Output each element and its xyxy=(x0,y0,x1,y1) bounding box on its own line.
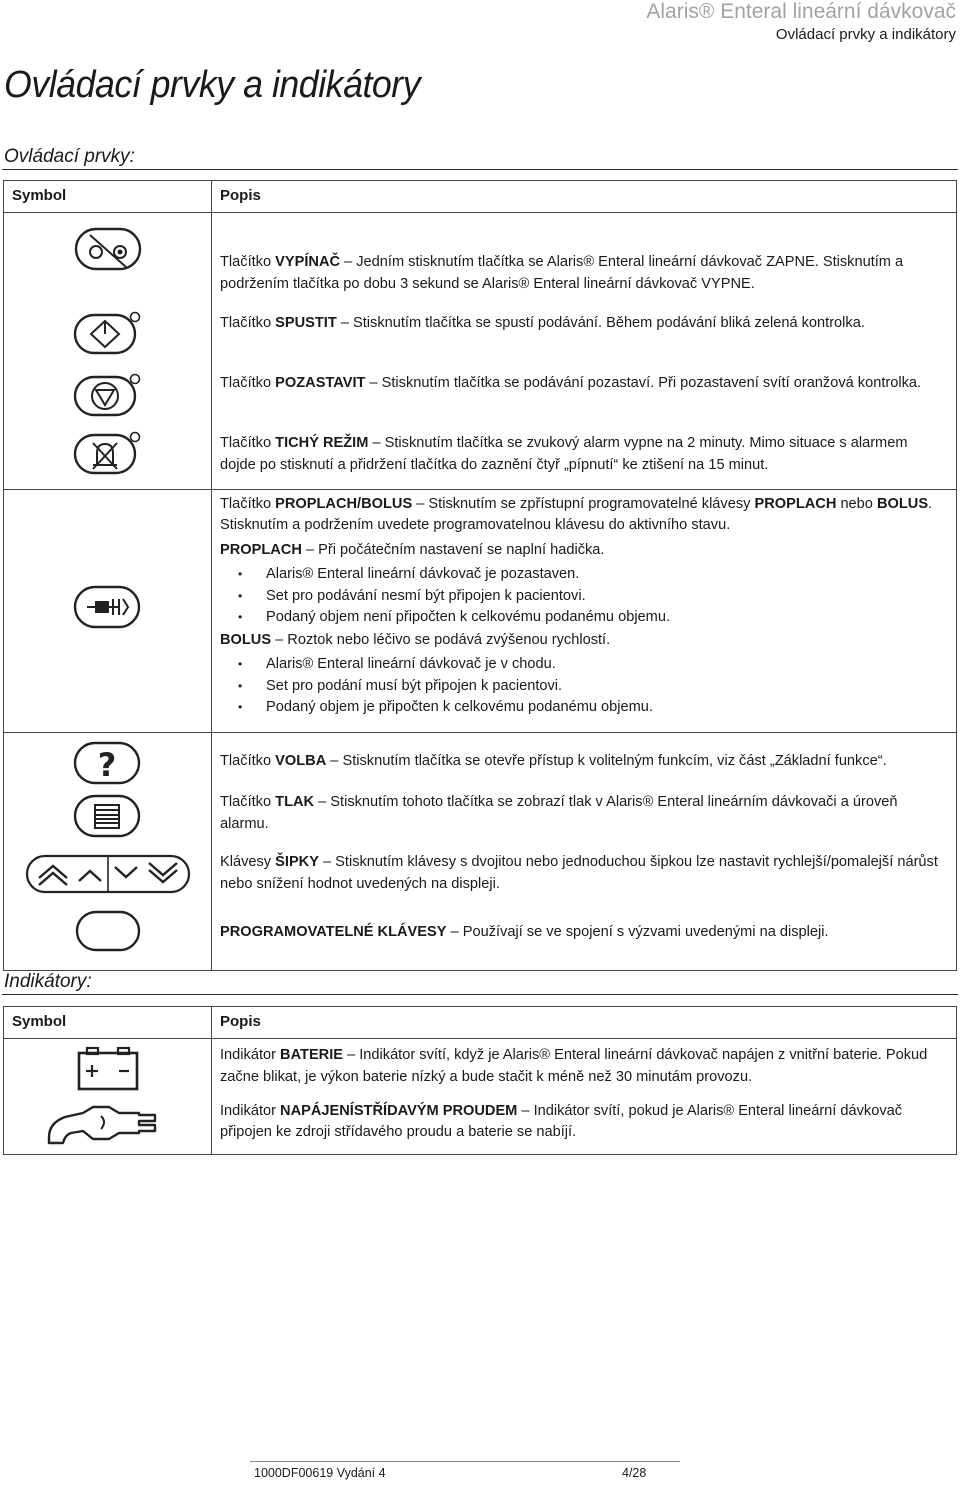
controls-table xyxy=(3,180,957,971)
desc-power: Tlačítko VYPÍNAČ – Jedním stisknutím tlačítka se Alaris® Enteral lineární dávkovač ZAPNE. Stisknutím a podržením tlačítka po dobu 3 sekund se Alaris® Enteral lineární dávkovač VYPNE. xyxy=(212,213,957,302)
list-item: • Set pro podávání nesmí být připojen k pacientovi. xyxy=(220,586,946,608)
indicators-col-desc: Popis xyxy=(212,1007,957,1039)
purge-list xyxy=(220,564,946,629)
table-row xyxy=(4,1039,957,1097)
table-row xyxy=(4,427,957,489)
footer-page-number: 4/28 xyxy=(622,1466,647,1480)
ac-power-indicator-icon xyxy=(43,1099,173,1147)
list-item: • Podaný objem není připočten k celkovému podanému objemu. xyxy=(220,607,946,629)
desc-silence: Tlačítko TICHÝ REŽIM – Stisknutím tlačítka se zvukový alarm vypne na 2 minuty. Mimo situace s alarmem dojde po stisknutí a přidržení tlačítka do zaznění čtyř „pípnutí“ ke ztišení na 15 minut. xyxy=(212,427,957,489)
running-header xyxy=(646,0,956,45)
table-row xyxy=(4,904,957,970)
desc-pressure: Tlačítko TLAK – Stisknutím tohoto tlačítka se zobrazí tlak v Alaris® Enteral lineárním dávkovači a úroveň alarmu. xyxy=(212,788,957,848)
controls-section-rule xyxy=(2,169,958,170)
table-row xyxy=(4,732,957,788)
footer-doc-id: 1000DF00619 Vydání 4 xyxy=(254,1466,386,1480)
indicators-section-rule xyxy=(2,994,958,995)
run-button-icon xyxy=(73,311,143,355)
footer-rule xyxy=(250,1461,680,1462)
option-button-icon xyxy=(73,741,143,785)
desc-arrows: Klávesy ŠIPKY – Stisknutím klávesy s dvojitou nebo jednoduchou šipkou lze nastavit rychlejší/pomalejší nárůst nebo snížení hodnot uvedených na displeji. xyxy=(212,848,957,904)
header-section: Ovládací prvky a indikátory xyxy=(775,26,956,43)
svg-text:?: ? xyxy=(97,745,116,784)
controls-col-symbol: Symbol xyxy=(4,181,212,213)
indicators-table xyxy=(3,1006,957,1155)
power-button-icon xyxy=(74,227,142,271)
list-item: • Podaný objem je připočten k celkovému podanému objemu. xyxy=(220,697,946,719)
table-row xyxy=(4,213,957,302)
table-row xyxy=(4,489,957,732)
table-row xyxy=(4,1097,957,1155)
pressure-button-icon xyxy=(73,794,143,838)
table-row xyxy=(4,363,957,427)
desc-ac-power: Indikátor NAPÁJENÍSTŘÍDAVÝM PROUDEM – Indikátor svítí, pokud je Alaris® Enteral lineární dávkovač připojen ke zdroji střídavého proudu a baterie se nabíjí. xyxy=(212,1097,957,1155)
table-row xyxy=(4,848,957,904)
page-title: Ovládací prvky a indikátory xyxy=(4,64,421,106)
indicators-section-title: Indikátory: xyxy=(4,971,92,992)
table-row xyxy=(4,301,957,363)
controls-col-desc: Popis xyxy=(212,181,957,213)
purge-bolus-button-icon xyxy=(73,585,143,629)
desc-purge-bolus: Tlačítko PROPLACH/BOLUS – Stisknutím se zpřístupní programovatelné klávesy PROPLACH nebo BOLUS. Stisknutím a podržením uvedete programovatelnou klávesu do aktivního stavu. PROPLACH – Při počátečním nastavení se naplní hadička. • Alaris® Enteral lineární dávkovač je pozastaven. • Set pro podávání nesmí být připojen k pacientovi. • Podaný objem není připočten k celkovému podanému objemu. BOLUS – Roztok nebo léčivo se podává zvýšenou rychlostí. • Alaris® Enteral lineární dávkovač je v chodu. • Set pro podání musí být připojen k pacientovi. • Podaný objem je připočten k celkovému podanému objemu. xyxy=(212,489,957,732)
desc-option: Tlačítko VOLBA – Stisknutím tlačítka se otevře přístup k volitelným funkcím, viz část „Základní funkce“. xyxy=(212,732,957,788)
header-product: Alaris® Enteral lineární dávkovač xyxy=(646,0,956,23)
bolus-list xyxy=(220,654,946,719)
desc-battery: Indikátor BATERIE – Indikátor svítí, když je Alaris® Enteral lineární dávkovač napájen z vnitřní baterie. Pokud začne blikat, je výkon baterie nízký a bude stačit k méně než 30 minutám provozu. xyxy=(212,1039,957,1097)
pause-button-icon xyxy=(73,373,143,417)
softkey-icon xyxy=(75,910,141,952)
list-item: • Set pro podání musí být připojen k pacientovi. xyxy=(220,676,946,698)
desc-pause: Tlačítko POZASTAVIT – Stisknutím tlačítka se podávání pozastaví. Při pozastavení svítí oranžová kontrolka. xyxy=(212,363,957,427)
list-item: • Alaris® Enteral lineární dávkovač je pozastaven. xyxy=(220,564,946,586)
silence-button-icon xyxy=(73,431,143,475)
indicators-col-symbol: Symbol xyxy=(4,1007,212,1039)
table-row xyxy=(4,788,957,848)
desc-run: Tlačítko SPUSTIT – Stisknutím tlačítka se spustí podávání. Během podávání bliká zelená kontrolka. xyxy=(212,301,957,363)
controls-section-title: Ovládací prvky: xyxy=(4,146,135,167)
desc-softkeys: PROGRAMOVATELNÉ KLÁVESY – Používají se ve spojení s výzvami uvedenými na displeji. xyxy=(212,904,957,970)
list-item: • Alaris® Enteral lineární dávkovač je v chodu. xyxy=(220,654,946,676)
battery-indicator-icon xyxy=(75,1045,141,1093)
chevron-keys-icon xyxy=(25,854,191,894)
